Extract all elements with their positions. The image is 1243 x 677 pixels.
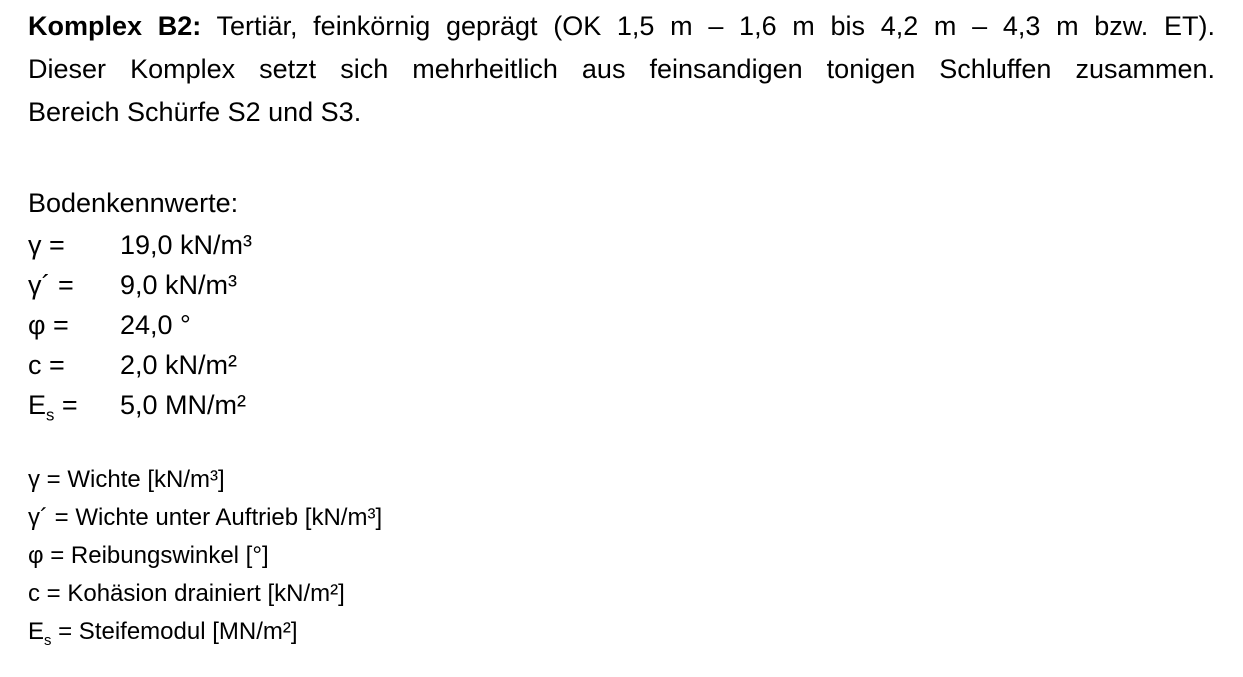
parameter-row-gamma (28, 225, 1215, 265)
intro-line-1 (28, 5, 1215, 48)
glossary-symbol: γ´ (28, 504, 48, 531)
parameter-symbol: γ´ (28, 270, 51, 300)
parameter-symbol: c (28, 350, 42, 380)
intro-line-3: Bereich Schürfe S2 und S3. (28, 97, 362, 127)
parameter-label (28, 305, 120, 345)
glossary-symbol: γ (28, 466, 40, 493)
glossary-definition: = Steifemodul [MN/m²] (58, 618, 298, 645)
intro-paragraph (28, 5, 1215, 134)
glossary-list (28, 461, 1215, 651)
glossary-row-es (28, 613, 1215, 651)
glossary-symbol: c (28, 580, 40, 607)
glossary-definition: = Wichte unter Auftrieb [kN/m³] (54, 504, 383, 531)
glossary-definition: = Kohäsion drainiert [kN/m²] (46, 580, 345, 607)
glossary-row-phi (28, 537, 1215, 575)
parameter-row-c (28, 345, 1215, 385)
parameter-row-phi (28, 305, 1215, 345)
equals-sign: = (61, 390, 78, 420)
complex-title: Komplex B2: (28, 11, 202, 41)
parameter-label (28, 265, 120, 305)
parameter-symbol: φ (28, 310, 46, 340)
parameter-value: 24,0 ° (120, 310, 191, 340)
parameter-row-es (28, 385, 1215, 425)
parameter-label (28, 385, 120, 425)
equals-sign: = (49, 230, 65, 260)
equals-sign: = (58, 270, 74, 300)
parameter-value: 5,0 MN/m² (120, 390, 247, 420)
parameters-list (28, 225, 1215, 425)
glossary-definition: = Wichte [kN/m³] (46, 466, 225, 493)
parameter-label (28, 225, 120, 265)
glossary-symbol: φ (28, 542, 44, 569)
equals-sign: = (53, 310, 69, 340)
parameter-symbol: E (28, 390, 47, 420)
equals-sign: = (49, 350, 65, 380)
glossary-definition: = Reibungswinkel [°] (50, 542, 269, 569)
parameter-value: 9,0 kN/m³ (120, 270, 238, 300)
glossary-symbol: E (28, 618, 45, 645)
glossary-row-gamma-prime (28, 499, 1215, 537)
parameter-symbol: γ (28, 230, 42, 260)
intro-line-2: Dieser Komplex setzt sich mehrheitlich aus feinsandigen tonigen Schluffen zusammen. (28, 54, 1215, 84)
intro-line-1-text: Tertiär, feinkörnig geprägt (OK 1,5 m – 1,6 m bis 4,2 m – 4,3 m bzw. ET). (201, 11, 1215, 41)
glossary-row-c (28, 575, 1215, 613)
parameter-value: 2,0 kN/m² (120, 350, 238, 380)
parameter-label (28, 345, 120, 385)
glossary-symbol-subscript: s (44, 632, 52, 649)
glossary-row-gamma (28, 461, 1215, 499)
parameters-heading: Bodenkennwerte: (28, 188, 239, 218)
parameter-symbol-subscript: s (46, 405, 55, 425)
parameter-row-gamma-prime (28, 265, 1215, 305)
parameter-value: 19,0 kN/m³ (120, 230, 253, 260)
